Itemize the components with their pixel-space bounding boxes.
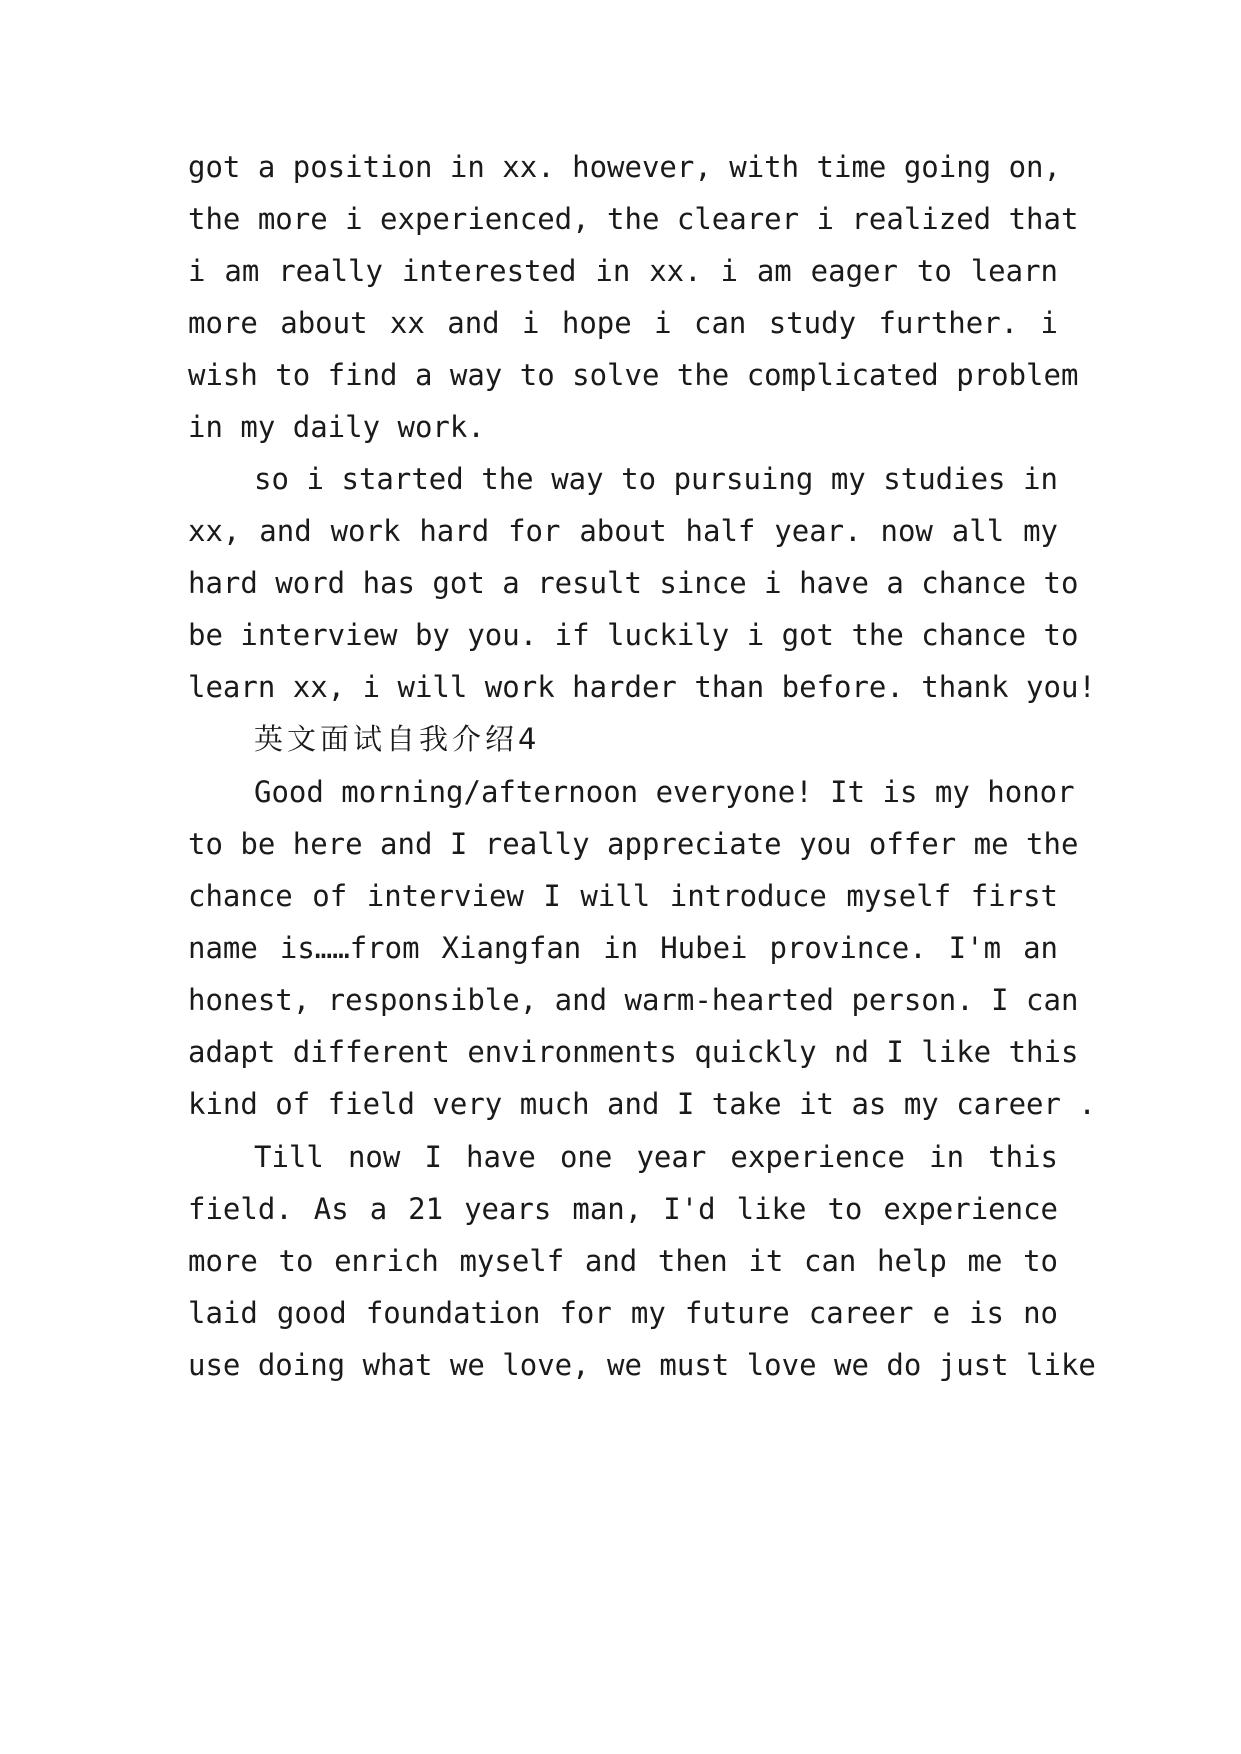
paragraph-3-line-5: honest, responsible, and warm-hearted person. I can bbox=[188, 983, 1079, 1017]
paragraph-3-line-1: Good morning/afternoon everyone! It is my honor bbox=[254, 775, 1075, 809]
paragraph-1-line-1: got a position in xx. however, with time going on, bbox=[188, 150, 1061, 184]
section-heading: 英文面试自我介绍4 bbox=[254, 722, 541, 756]
paragraph-3-line-4: name is……from Xiangfan in Hubei province. I'm an bbox=[188, 931, 1058, 965]
paragraph-3-line-2: to be here and I really appreciate you offer me the bbox=[188, 827, 1079, 861]
paragraph-3-line-7: kind of field very much and I take it as my career . bbox=[188, 1087, 1096, 1121]
paragraph-1-line-5: wish to find a way to solve the complicated problem bbox=[188, 358, 1079, 392]
paragraph-2-line-2: xx, and work hard for about half year. now all my bbox=[188, 514, 1058, 548]
paragraph-4-line-5: use doing what we love, we must love we do just like bbox=[188, 1348, 1096, 1382]
paragraph-1-line-2: the more i experienced, the clearer i realized that bbox=[188, 202, 1079, 236]
paragraph-4-line-2: field. As a 21 years man, I'd like to experience bbox=[188, 1192, 1058, 1226]
paragraph-3-line-3: chance of interview I will introduce myself first bbox=[188, 879, 1058, 913]
paragraph-1-line-3: i am really interested in xx. i am eager to learn bbox=[188, 254, 1058, 288]
paragraph-2-line-1: so i started the way to pursuing my studies in bbox=[254, 462, 1058, 496]
paragraph-3-line-6: adapt different environments quickly nd I like this bbox=[188, 1035, 1079, 1069]
paragraph-4-line-1: Till now I have one year experience in this bbox=[254, 1140, 1058, 1174]
paragraph-1-line-4: more about xx and i hope i can study further. i bbox=[188, 306, 1058, 340]
paragraph-1-line-6: in my daily work. bbox=[188, 410, 485, 444]
paragraph-2-line-4: be interview by you. if luckily i got the chance to bbox=[188, 618, 1079, 652]
paragraph-4-line-4: laid good foundation for my future career e is no bbox=[188, 1296, 1058, 1330]
paragraph-2-line-5: learn xx, i will work harder than before. thank you! bbox=[188, 670, 1096, 704]
paragraph-2-line-3: hard word has got a result since i have a chance to bbox=[188, 566, 1079, 600]
paragraph-4-line-3: more to enrich myself and then it can help me to bbox=[188, 1244, 1058, 1278]
